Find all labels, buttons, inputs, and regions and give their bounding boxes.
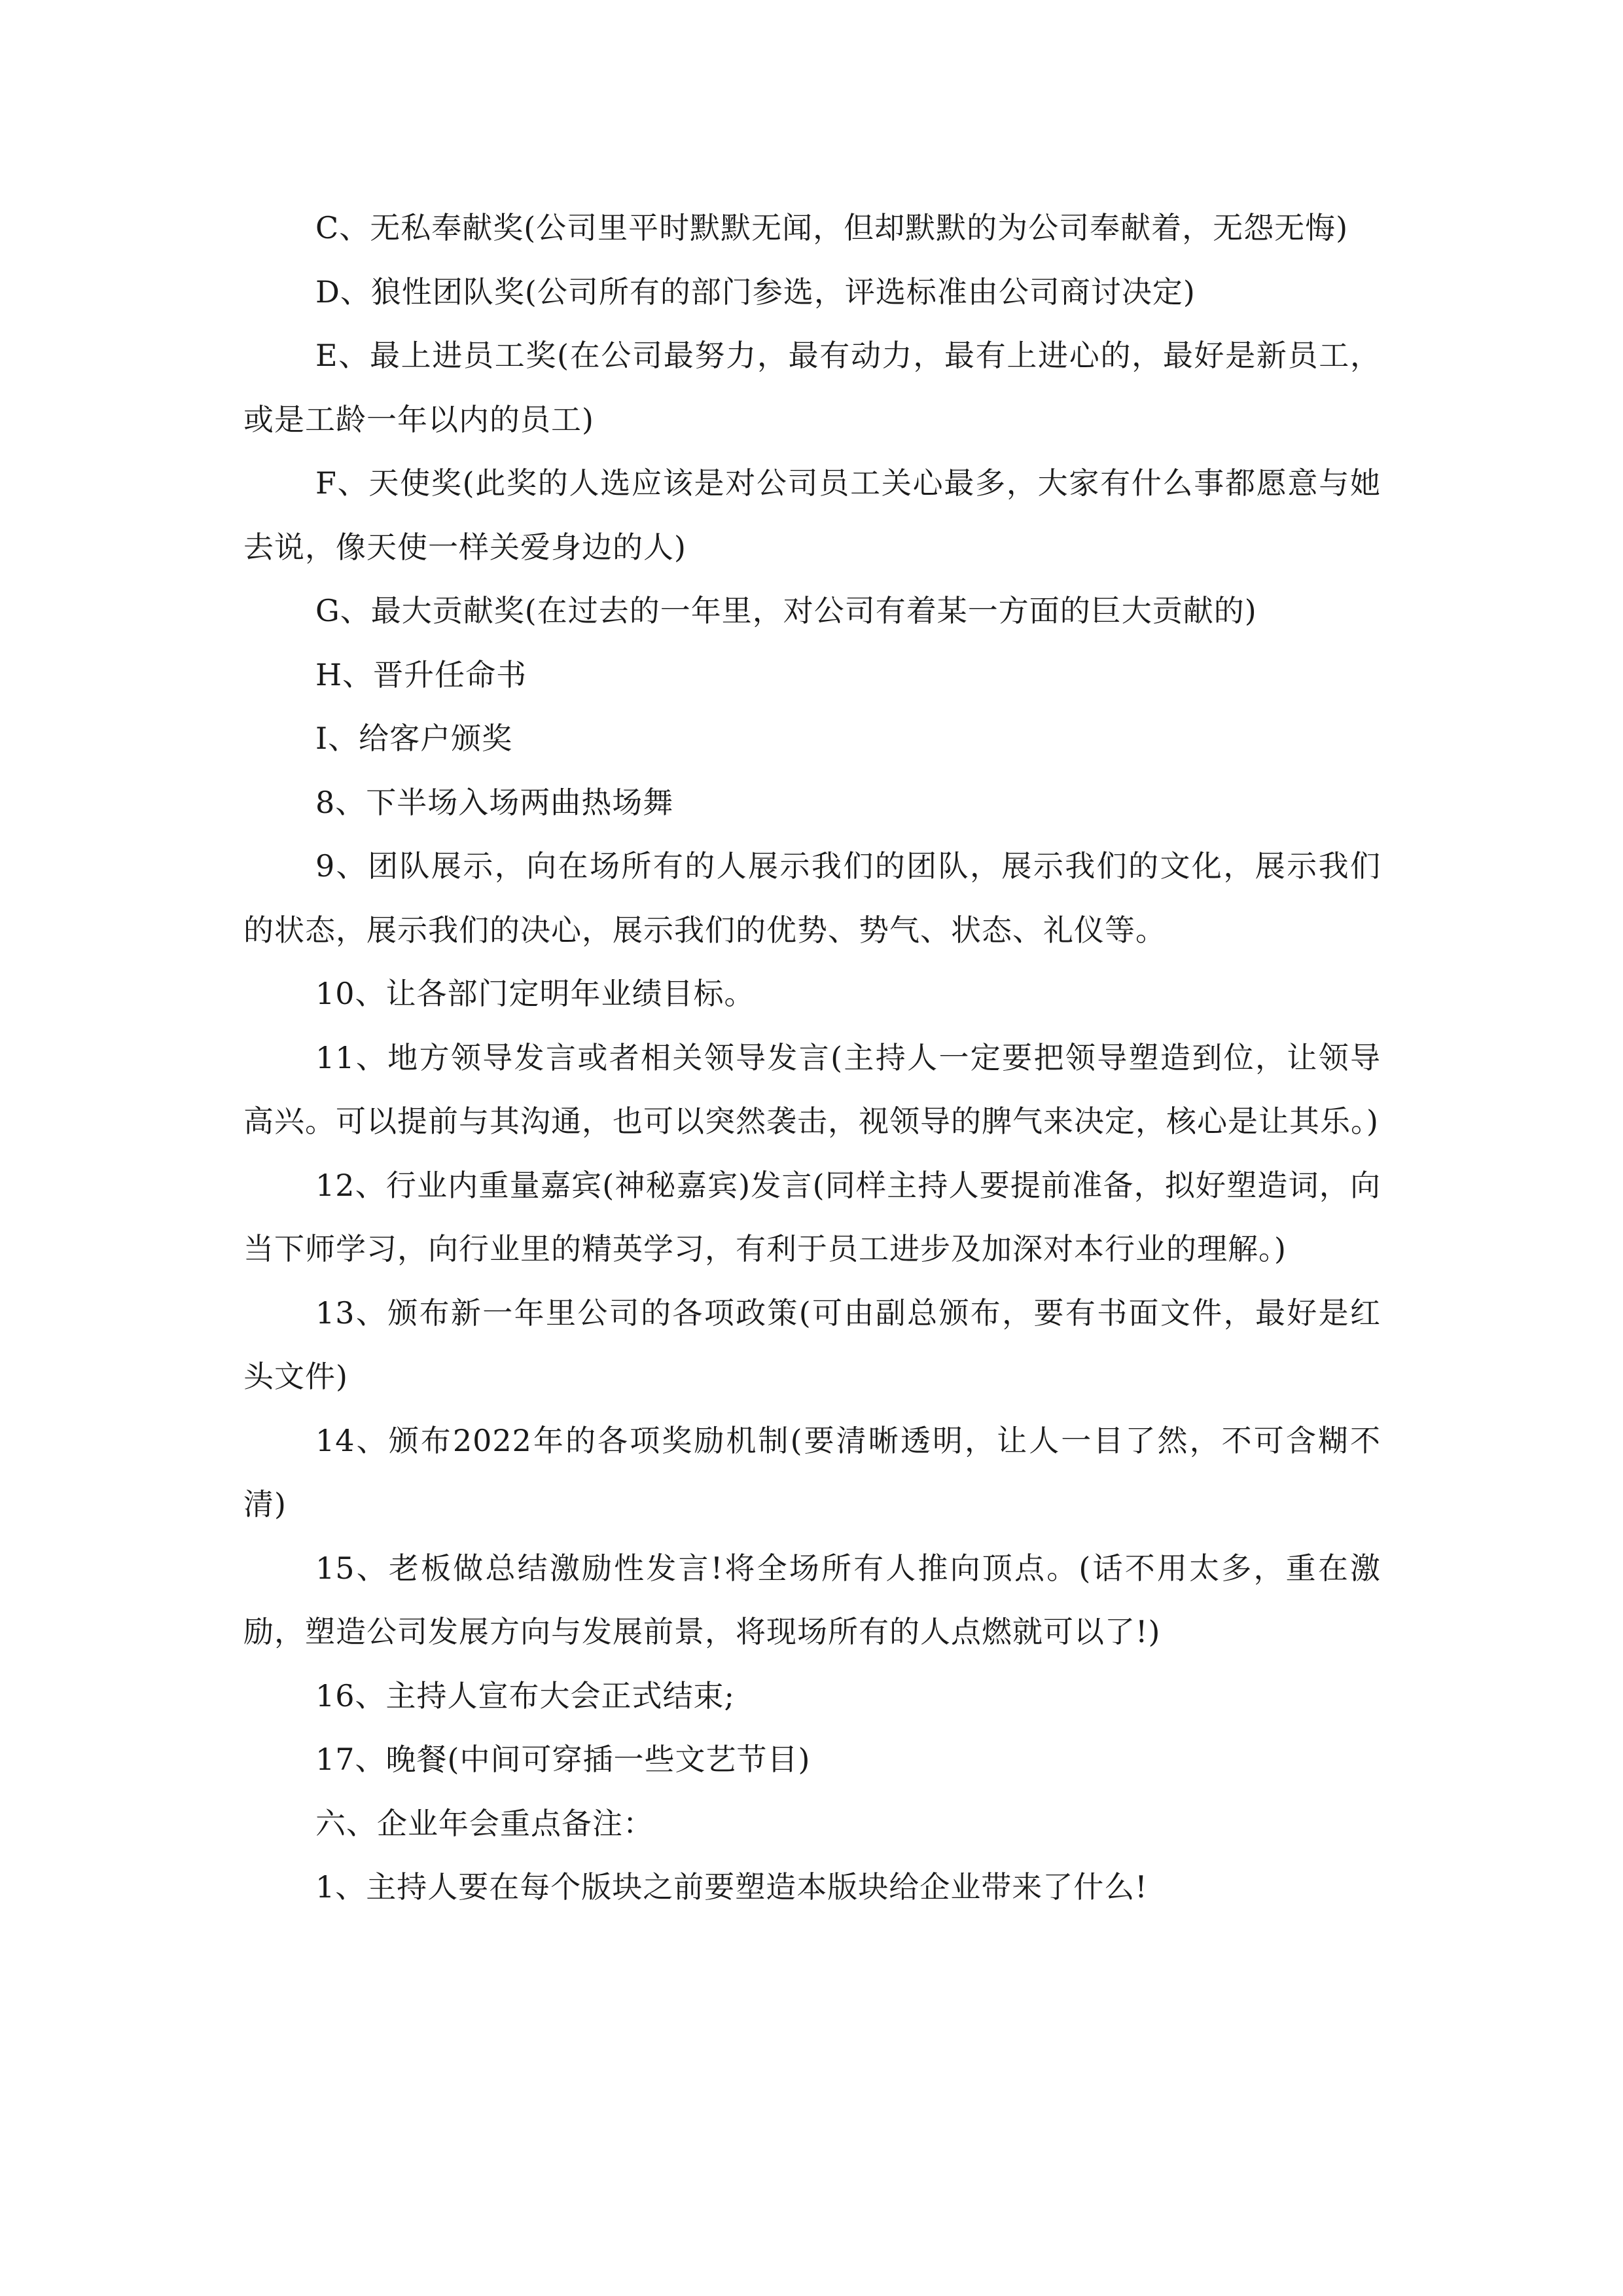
paragraph-award-g: G、最大贡献奖(在过去的一年里，对公司有着某一方面的巨大贡献的) <box>315 593 1257 628</box>
paragraph-item-17: 17、晚餐(中间可穿插一些文艺节目) <box>315 1742 811 1777</box>
paragraph-item-14: 14、颁布2022年的各项奖励机制(要清晰透明，让人一目了然，不可含糊不清) <box>243 1422 1381 1522</box>
paragraph-item-12: 12、行业内重量嘉宾(神秘嘉宾)发言(同样主持人要提前准备，拟好塑造词，向当下师学习，向行业里的精英学习，有利于员工进步及加深对本行业的理解。) <box>243 1167 1381 1266</box>
paragraph-award-e: E、最上进员工奖(在公司最努力，最有动力，最有上进心的，最好是新员工，或是工龄一年以内的员工) <box>243 338 1381 437</box>
paragraph-award-c: C、无私奉献奖(公司里平时默默无闻，但却默默的为公司奉献着，无怨无悔) <box>315 210 1349 245</box>
section-heading-notes: 六、企业年会重点备注： <box>315 1805 654 1841</box>
paragraph-item-11: 11、地方领导发言或者相关领导发言(主持人一定要把领导塑造到位，让领导高兴。可以提前与其沟通，也可以突然袭击，视领导的脾气来决定，核心是让其乐。) <box>243 1039 1381 1139</box>
paragraph-note-1: 1、主持人要在每个版块之前要塑造本版块给企业带来了什么! <box>315 1869 1148 1905</box>
paragraph-item-16: 16、主持人宣布大会正式结束; <box>315 1677 736 1713</box>
document-page <box>243 196 1381 1920</box>
paragraph-item-h: H、晋升任命书 <box>315 656 527 692</box>
paragraph-award-d: D、狼性团队奖(公司所有的部门参选，评选标准由公司商讨决定) <box>315 274 1196 310</box>
paragraph-item-13: 13、颁布新一年里公司的各项政策(可由副总颁布，要有书面文件，最好是红头文件) <box>243 1295 1381 1394</box>
paragraph-item-9: 9、团队展示，向在场所有的人展示我们的团队，展示我们的文化，展示我们的状态，展示我们的决心，展示我们的优势、势气、状态、礼仪等。 <box>243 848 1381 948</box>
paragraph-item-10: 10、让各部门定明年业绩目标。 <box>315 976 755 1011</box>
paragraph-item-i: I、给客户颁奖 <box>315 721 513 756</box>
paragraph-award-f: F、天使奖(此奖的人选应该是对公司员工关心最多，大家有什么事都愿意与她去说，像天使一样关爱身边的人) <box>243 465 1381 565</box>
paragraph-item-15: 15、老板做总结激励性发言!将全场所有人推向顶点。(话不用太多，重在激励，塑造公司发展方向与发展前景，将现场所有的人点燃就可以了!) <box>243 1550 1381 1649</box>
paragraph-item-8: 8、下半场入场两曲热场舞 <box>315 784 674 820</box>
